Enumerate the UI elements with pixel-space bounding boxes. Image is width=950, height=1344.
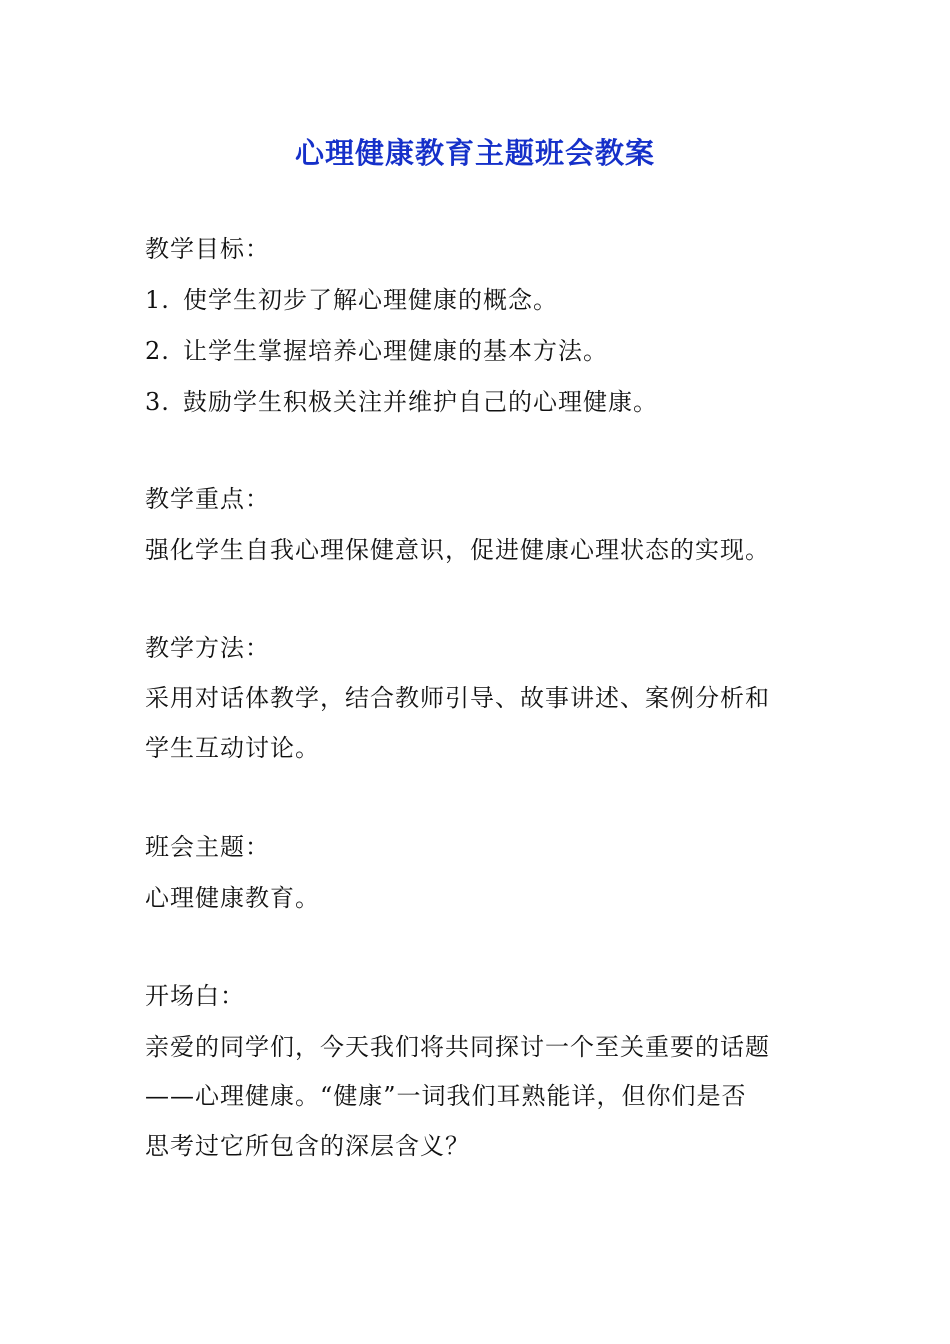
theme-heading: 班会主题：	[145, 833, 270, 861]
document-title: 心理健康教育主题班会教案	[294, 136, 655, 170]
objective-item	[145, 386, 815, 418]
opening-text-line: 亲爱的同学们，今天我们将共同探讨一个至关重要的话题	[145, 1033, 770, 1061]
opening-text-line: 思考过它所包含的深层含义？	[145, 1132, 470, 1160]
methods-text-line: 采用对话体教学，结合教师引导、故事讲述、案例分析和	[145, 684, 770, 712]
opening-heading: 开场白：	[145, 982, 245, 1010]
opening-text-line: ——心理健康。“健康”一词我们耳熟能详，但你们是否	[145, 1082, 747, 1110]
objective-number: 1.	[145, 286, 170, 314]
methods-text-line: 学生互动讨论。	[145, 734, 320, 762]
objective-number: 3.	[145, 388, 170, 416]
objective-text: 使学生初步了解心理健康的概念。	[183, 286, 558, 314]
key-points-text: 强化学生自我心理保健意识，促进健康心理状态的实现。	[145, 536, 770, 564]
objectives-heading: 教学目标：	[145, 235, 270, 263]
objective-number: 2.	[145, 337, 170, 365]
objective-item	[145, 335, 815, 367]
methods-heading: 教学方法：	[145, 634, 270, 662]
theme-text: 心理健康教育。	[145, 884, 320, 912]
objective-text: 鼓励学生积极关注并维护自己的心理健康。	[183, 388, 658, 416]
key-points-heading: 教学重点：	[145, 485, 270, 513]
objective-item	[145, 284, 815, 316]
objective-text: 让学生掌握培养心理健康的基本方法。	[183, 337, 608, 365]
